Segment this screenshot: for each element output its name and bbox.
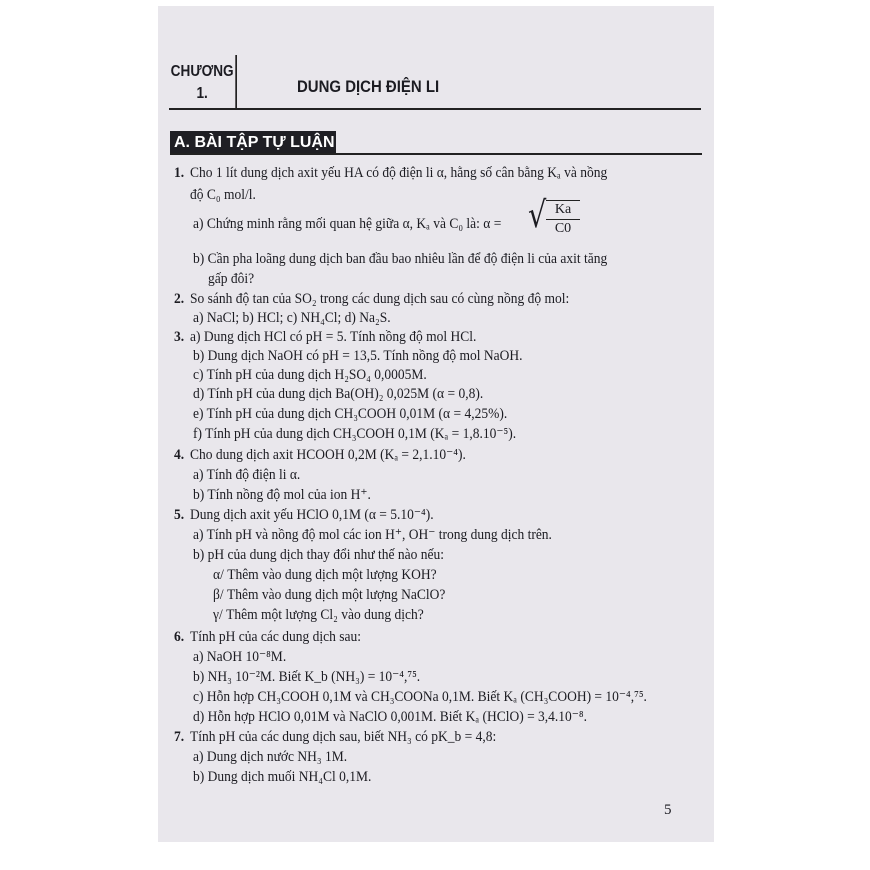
chapter-header <box>169 55 701 110</box>
sqrt-symbol: √ <box>528 195 547 236</box>
body-line: a) NaCl; b) HCl; c) NH₄Cl; d) Na₂S. <box>193 310 391 326</box>
body-line: γ/ Thêm một lượng Cl₂ vào dung dịch? <box>213 607 424 623</box>
body-line: gấp đôi? <box>208 271 255 287</box>
chapter-number: 1. <box>196 85 208 102</box>
body-line: d) Hỗn hợp HClO 0,01M và NaClO 0,001M. Biết Kₐ (HClO) = 3,4.10⁻⁸. <box>193 709 588 725</box>
body-line: a) Tính pH và nồng độ mol các ion H⁺, OH⁻ trong dung dịch trên. <box>193 527 552 543</box>
formula-denominator: C0 <box>554 221 572 236</box>
body-line: Tính pH của các dung dịch sau, biết NH₃ có pK_b = 4,8: <box>190 729 497 745</box>
body-line: a) Chứng minh rằng mối quan hệ giữa α, Kₐ và C₀ là: α = <box>193 216 502 232</box>
section-heading: A. BÀI TẬP TỰ LUẬN <box>170 131 336 155</box>
body-line: c) Tính pH của dung dịch H₂SO₄ 0,0005M. <box>193 367 427 383</box>
formula-fraction <box>546 200 580 238</box>
body-line: b) Tính nồng độ mol của ion H⁺. <box>193 487 371 503</box>
body-line: a) Tính độ điện li α. <box>193 467 301 483</box>
question-number: 4. <box>174 447 185 463</box>
chapter-word: CHƯƠNG <box>170 63 234 80</box>
body-line: e) Tính pH của dung dịch CH₃COOH 0,01M (α = 4,25%). <box>193 406 508 422</box>
body-line: b) Dung dịch NaOH có pH = 13,5. Tính nồng độ mol NaOH. <box>193 348 523 364</box>
page-number: 5 <box>664 802 672 818</box>
section-rule <box>170 153 702 155</box>
body-line: a) Dung dịch nước NH₃ 1M. <box>193 749 348 765</box>
body-line: Tính pH của các dung dịch sau: <box>190 629 361 645</box>
body-line: d) Tính pH của dung dịch Ba(OH)₂ 0,025M (α = 0,8). <box>193 386 484 402</box>
body-line: Cho 1 lít dung dịch axit yếu HA có độ điện li α, hằng số cân bằng Kₐ và nồng <box>190 165 608 181</box>
question-number: 1. <box>174 165 185 181</box>
body-line: α/ Thêm vào dung dịch một lượng KOH? <box>213 567 437 583</box>
question-number: 6. <box>174 629 185 645</box>
question-number: 5. <box>174 507 185 523</box>
body-line: β/ Thêm vào dung dịch một lượng NaClO? <box>213 587 446 603</box>
body-line: b) Cần pha loãng dung dịch ban đầu bao nhiêu lần để độ điện li của axit tăng <box>193 251 608 267</box>
question-number: 7. <box>174 729 185 745</box>
body-line: f) Tính pH của dung dịch CH₃COOH 0,1M (Kₐ = 1,8.10⁻⁵). <box>193 426 517 442</box>
body-line: c) Hỗn hợp CH₃COOH 0,1M và CH₃COONa 0,1M. Biết Kₐ (CH₃COOH) = 10⁻⁴,⁷⁵. <box>193 689 647 705</box>
body-line: So sánh độ tan của SO₂ trong các dung dịch sau có cùng nồng độ mol: <box>190 291 570 307</box>
body-line: a) Dung dịch HCl có pH = 5. Tính nồng độ mol HCl. <box>190 329 477 345</box>
question-number: 3. <box>174 329 185 345</box>
chapter-title: DUNG DỊCH ĐIỆN LI <box>297 77 440 96</box>
body-line: b) NH₃ 10⁻²M. Biết K_b (NH₃) = 10⁻⁴,⁷⁵. <box>193 669 421 685</box>
body-line: Dung dịch axit yếu HClO 0,1M (α = 5.10⁻⁴). <box>190 507 434 523</box>
formula-numerator: Ka <box>546 201 580 220</box>
body-line: b) pH của dung dịch thay đổi như thế nào nếu: <box>193 547 445 563</box>
header-rule <box>169 108 701 110</box>
chapter-label <box>169 55 237 108</box>
body-line: độ C₀ mol/l. <box>190 187 256 203</box>
question-number: 2. <box>174 291 185 307</box>
body-line: b) Dung dịch muối NH₄Cl 0,1M. <box>193 769 372 785</box>
body-line: a) NaOH 10⁻⁸M. <box>193 649 287 665</box>
body-line: Cho dung dịch axit HCOOH 0,2M (Kₐ = 2,1.10⁻⁴). <box>190 447 466 463</box>
